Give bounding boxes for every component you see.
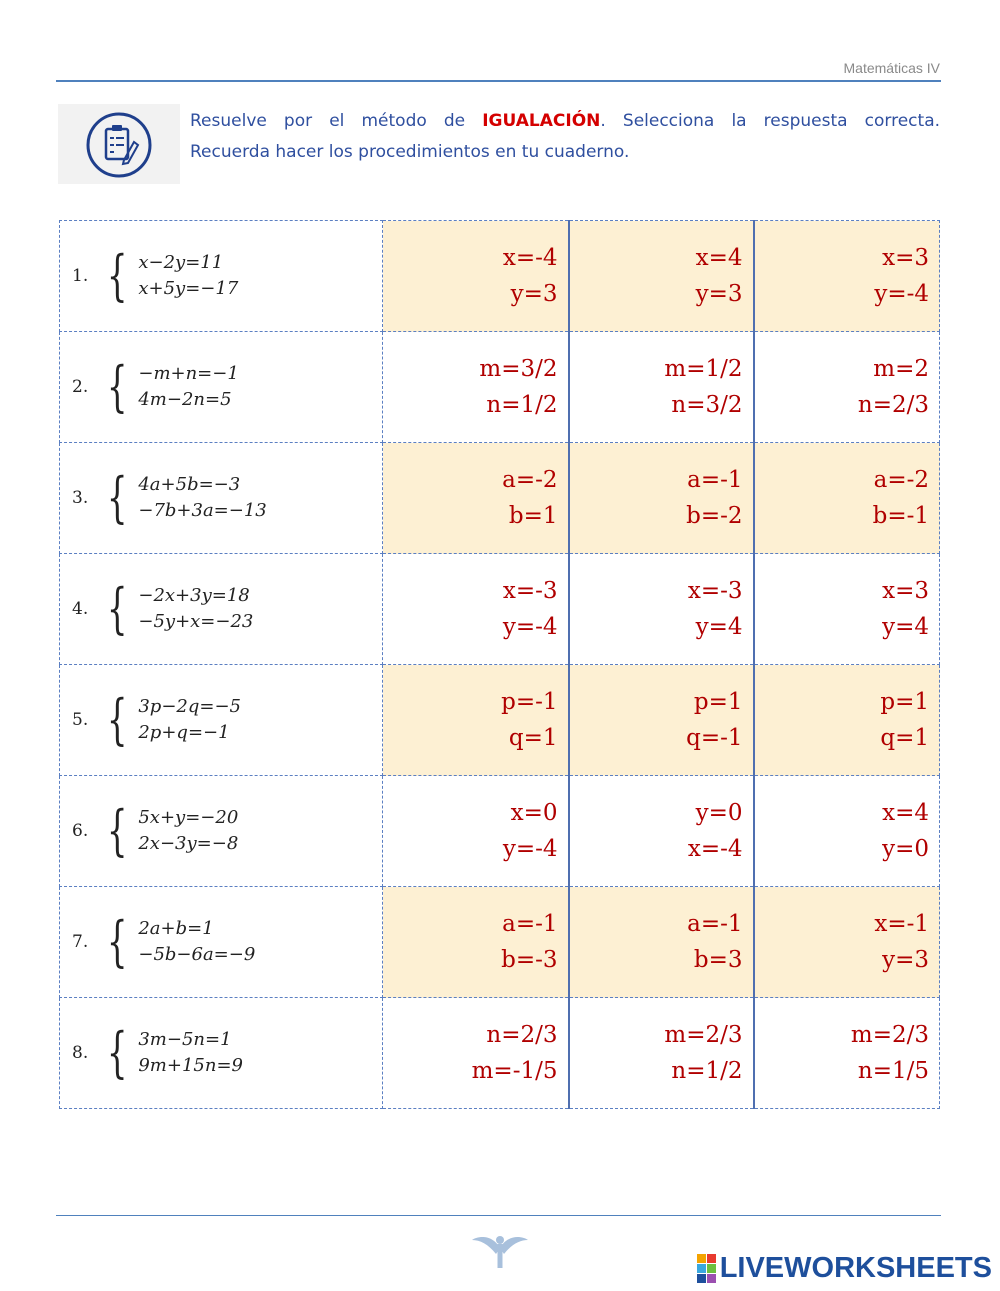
brace: {	[106, 577, 128, 640]
brand-name: LIVEWORKSHEETS	[719, 1252, 992, 1284]
answer-line-1: n=2/3	[486, 1022, 558, 1048]
answer-option[interactable]	[754, 665, 940, 776]
answer-line-2: q=-1	[686, 725, 743, 751]
answer-line-1: m=2/3	[850, 1022, 929, 1048]
answer-line-2: n=2/3	[857, 392, 929, 418]
equation-1: −m+n=−1	[138, 363, 239, 384]
exercise-row	[60, 776, 940, 887]
equation-2: 2p+q=−1	[138, 722, 230, 743]
brace: {	[106, 466, 128, 529]
equation-system	[60, 554, 383, 665]
equation-2: x+5y=−17	[138, 278, 239, 299]
equations	[138, 694, 241, 746]
logo-blocks-icon	[697, 1254, 716, 1283]
answer-line-2: q=1	[508, 725, 558, 751]
brace: {	[106, 244, 128, 307]
equations	[138, 805, 238, 857]
answer-line-2: b=-2	[686, 503, 743, 529]
equation-2: −7b+3a=−13	[138, 500, 267, 521]
answer-line-1: m=2/3	[664, 1022, 743, 1048]
equation-1: 5x+y=−20	[138, 807, 239, 828]
exercise-number: 7.	[72, 932, 89, 952]
answer-line-1: x=-3	[687, 578, 743, 604]
answer-option[interactable]	[754, 998, 940, 1109]
equations	[138, 1027, 243, 1079]
clipboard-checklist-icon	[84, 110, 154, 180]
exercise-row	[60, 887, 940, 998]
answer-line-1: x=-4	[502, 245, 558, 271]
instruction-part1: Resuelve por el método de	[190, 111, 483, 131]
equation-1: 4a+5b=−3	[138, 474, 241, 495]
answer-line-2: n=1/5	[857, 1058, 929, 1084]
exercise-number: 4.	[72, 599, 89, 619]
answer-line-2: y=0	[882, 836, 929, 862]
exercise-number: 1.	[72, 266, 89, 286]
exercise-row	[60, 554, 940, 665]
equation-system	[60, 332, 383, 443]
brace: {	[106, 1021, 128, 1084]
answer-option[interactable]	[383, 332, 569, 443]
equation-1: 3m−5n=1	[138, 1029, 232, 1050]
answer-option[interactable]	[754, 776, 940, 887]
equation-2: 2x−3y=−8	[138, 833, 239, 854]
answer-option[interactable]	[383, 665, 569, 776]
exercise-number: 5.	[72, 710, 89, 730]
answer-line-1: x=4	[882, 800, 929, 826]
answer-line-1: x=3	[882, 245, 929, 271]
answer-line-2: q=1	[880, 725, 929, 751]
equation-1: 3p−2q=−5	[138, 696, 242, 717]
equation-1: x−2y=11	[138, 252, 224, 273]
answer-option[interactable]	[383, 776, 569, 887]
answer-option[interactable]	[383, 443, 569, 554]
answer-line-1: m=1/2	[664, 356, 743, 382]
answer-line-1: a=-1	[687, 911, 743, 937]
exercise-row	[60, 998, 940, 1109]
answer-line-2: y=3	[510, 281, 558, 307]
answer-line-1: m=3/2	[479, 356, 558, 382]
answer-line-1: a=-1	[502, 911, 558, 937]
header-divider	[56, 80, 941, 82]
equation-system	[60, 776, 383, 887]
equation-2: 9m+15n=9	[138, 1055, 243, 1076]
answer-line-1: x=-1	[874, 911, 929, 937]
equations	[138, 583, 253, 635]
answer-option[interactable]	[754, 443, 940, 554]
answer-line-2: b=-1	[872, 503, 929, 529]
equation-system	[60, 443, 383, 554]
answer-line-1: x=0	[510, 800, 558, 826]
answer-option[interactable]	[754, 887, 940, 998]
answer-option[interactable]	[569, 998, 754, 1109]
equation-1: −2x+3y=18	[138, 585, 250, 606]
answer-line-2: y=-4	[502, 614, 558, 640]
exercise-number: 8.	[72, 1043, 89, 1063]
answer-line-1: p=-1	[501, 689, 558, 715]
answer-line-1: y=0	[695, 800, 743, 826]
answer-option[interactable]	[569, 776, 754, 887]
exercise-row	[60, 665, 940, 776]
answer-line-2: n=1/2	[486, 392, 558, 418]
exercise-row	[60, 221, 940, 332]
answer-line-1: a=-2	[873, 467, 929, 493]
exercise-number: 6.	[72, 821, 89, 841]
equations	[138, 916, 255, 968]
brace: {	[106, 355, 128, 418]
answer-line-1: m=2	[873, 356, 929, 382]
answer-line-2: b=-3	[501, 947, 558, 973]
equation-2: −5b−6a=−9	[138, 944, 256, 965]
footer-divider	[56, 1215, 941, 1216]
answer-line-1: x=3	[882, 578, 929, 604]
answer-line-1: p=1	[693, 689, 743, 715]
equations	[138, 250, 238, 302]
answer-option[interactable]	[569, 443, 754, 554]
fleur-ornament-icon	[470, 1230, 530, 1270]
equations	[138, 361, 238, 413]
answer-line-1: a=-2	[502, 467, 558, 493]
exercise-row	[60, 443, 940, 554]
equation-2: 4m−2n=5	[138, 389, 232, 410]
brace: {	[106, 910, 128, 973]
answer-line-1: x=-3	[502, 578, 558, 604]
answer-line-2: m=-1/5	[471, 1058, 558, 1084]
equations	[138, 472, 266, 524]
answer-line-2: y=4	[695, 614, 743, 640]
answer-option[interactable]	[754, 332, 940, 443]
answer-option[interactable]	[569, 665, 754, 776]
answer-option[interactable]	[383, 887, 569, 998]
method-keyword: IGUALACIÓN	[482, 111, 601, 131]
exercise-number: 3.	[72, 488, 89, 508]
exercise-number: 2.	[72, 377, 89, 397]
instructions	[190, 106, 940, 168]
equation-system	[60, 665, 383, 776]
subject-label: Matemáticas IV	[843, 60, 940, 76]
answer-option[interactable]	[754, 554, 940, 665]
answer-line-2: y=4	[882, 614, 929, 640]
equation-1: 2a+b=1	[138, 918, 214, 939]
answer-line-2: y=-4	[502, 836, 558, 862]
answer-line-2: y=-4	[874, 281, 929, 307]
instruction-part2: . Selecciona la respuesta correcta.	[600, 111, 941, 131]
exercise-row	[60, 332, 940, 443]
exercise-table	[59, 220, 940, 1109]
answer-option[interactable]	[569, 332, 754, 443]
answer-line-2: y=3	[695, 281, 743, 307]
brace: {	[106, 688, 128, 751]
answer-line-1: a=-1	[687, 467, 743, 493]
instruction-line2: Recuerda hacer los procedimientos en tu cuaderno.	[190, 142, 630, 162]
answer-line-2: y=3	[882, 947, 929, 973]
answer-option[interactable]	[569, 887, 754, 998]
equation-system	[60, 221, 383, 332]
equation-2: −5y+x=−23	[138, 611, 254, 632]
answer-option[interactable]	[383, 221, 569, 332]
answer-line-2: n=1/2	[671, 1058, 743, 1084]
equation-system	[60, 998, 383, 1109]
answer-line-1: p=1	[880, 689, 929, 715]
answer-line-2: b=1	[508, 503, 558, 529]
liveworksheets-logo	[697, 1252, 992, 1285]
brace: {	[106, 799, 128, 862]
answer-line-1: x=4	[695, 245, 743, 271]
answer-option[interactable]	[383, 554, 569, 665]
answer-option[interactable]	[383, 998, 569, 1109]
answer-option[interactable]	[754, 221, 940, 332]
equation-system	[60, 887, 383, 998]
answer-line-2: b=3	[693, 947, 743, 973]
answer-line-2: x=-4	[687, 836, 743, 862]
answer-option[interactable]	[569, 554, 754, 665]
answer-line-2: n=3/2	[671, 392, 743, 418]
answer-option[interactable]	[569, 221, 754, 332]
